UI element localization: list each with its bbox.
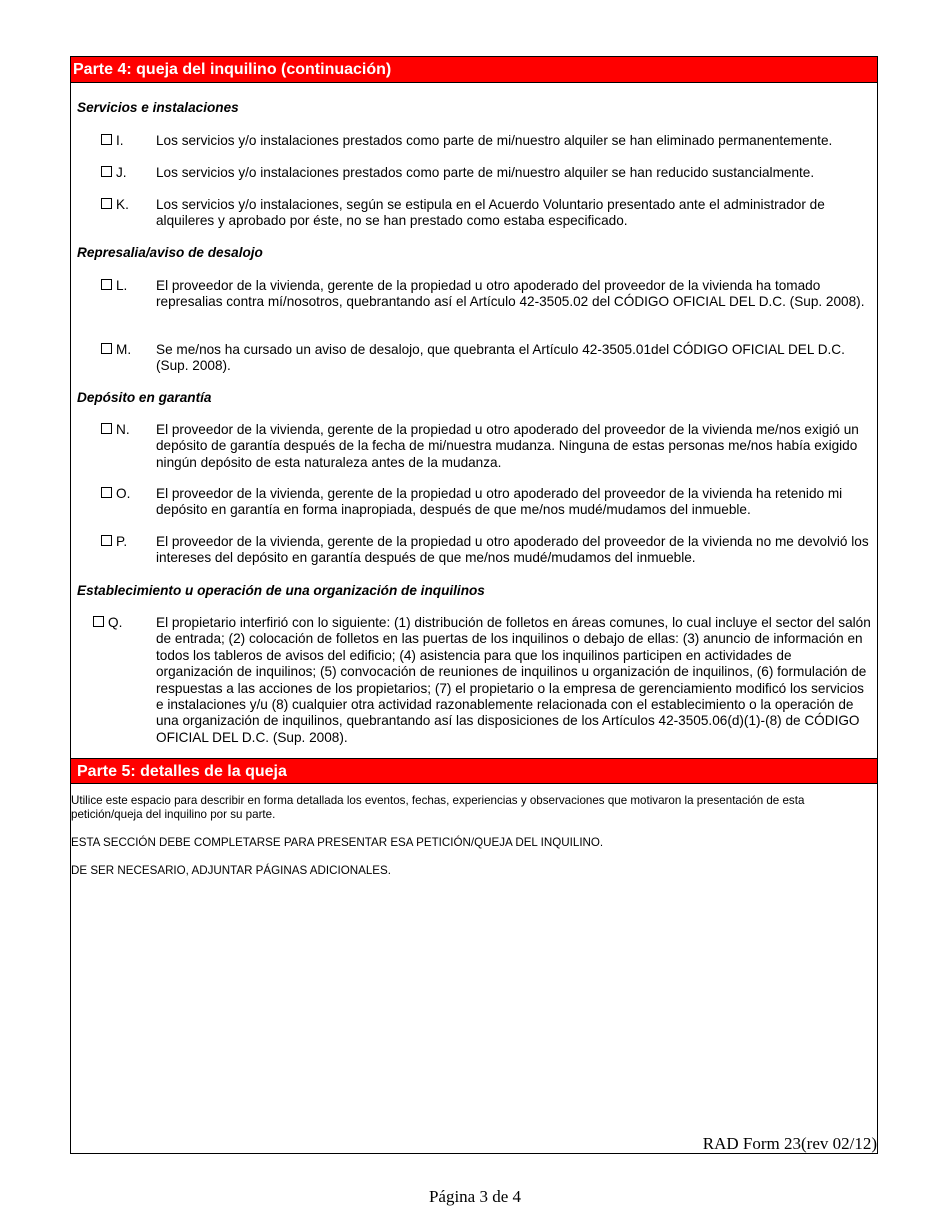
item-text: El propietario interfirió con lo siguiente: (1) distribución de folletos en áreas comunes, lo cual incluye el sector del salón de entrada; (2) colocación de folletos en las puertas de los inquilinos o debajo de ellas: (3) anuncio de información en todos los tableros de avisos del edificio; (4) asistencia para que los inquilinos participen en actividades de organización de inquilinos; (5) convocación de reuniones de inquilinos u organización de inquilinos, (6) formulación de respuestas a las acciones de los propietarios; (7) el propietario o la empresa de gerenciamiento modificó los servicios e instalaciones y/u (8) cualquier otra actividad razonablemente relacionada con el establecimiento o la operación de una organización de inquilinos, quebrantando así las disposiciones de los Artículos 42-3505.06(d)(1)-(8) de CÓDIGO OFICIAL DEL D.C. (Sup. 2008). — [156, 615, 871, 745]
section-heading-organizacion: Establecimiento u operación de una organización de inquilinos — [77, 583, 485, 598]
item-label: K. — [116, 197, 129, 212]
checkbox-item-l[interactable] — [101, 278, 871, 311]
part4-header: Parte 4: queja del inquilino (continuación) — [71, 57, 877, 83]
page-number: Página 3 de 4 — [428, 1187, 522, 1206]
checkbox-item-p[interactable] — [101, 534, 871, 567]
checkbox-item-i[interactable] — [101, 133, 871, 149]
checkbox-icon[interactable] — [101, 279, 112, 290]
checkbox-icon[interactable] — [101, 134, 112, 145]
part5-required-note: ESTA SECCIÓN DEBE COMPLETARSE PARA PRESENTAR ESA PETICIÓN/QUEJA DEL INQUILINO. — [71, 836, 604, 849]
section-heading-servicios: Servicios e instalaciones — [77, 100, 239, 115]
item-label: L. — [116, 278, 128, 293]
item-text: El proveedor de la vivienda, gerente de la propiedad u otro apoderado del proveedor de la vivienda me/nos exigió un depósito de garantía después de la fecha de mi/nuestra mudanza. Ninguna de estas personas me/nos había exigido ningún depósito de esta naturaleza antes de la mudanza. — [156, 422, 859, 470]
section-heading-represalia: Represalia/aviso de desalojo — [77, 245, 263, 260]
part5-attach-note: DE SER NECESARIO, ADJUNTAR PÁGINAS ADICIONALES. — [71, 864, 391, 877]
item-label: P. — [116, 534, 128, 549]
form-id: RAD Form 23(rev 02/12) — [702, 1134, 877, 1153]
item-label: J. — [116, 165, 127, 180]
item-text: El proveedor de la vivienda, gerente de la propiedad u otro apoderado del proveedor de la vivienda ha tomado represalias contra mí/nosotros, quebrantando así el Artículo 42-3505.02 del CÓDIGO OFICIAL DEL D.C. (Sup. 2008). — [156, 278, 865, 310]
item-label: Q. — [108, 615, 123, 630]
checkbox-item-n[interactable] — [101, 422, 871, 471]
item-text: El proveedor de la vivienda, gerente de la propiedad u otro apoderado del proveedor de la vivienda no me devolvió los intereses del depósito en garantía después de que me/nos mudé/mudamos del inmueble. — [156, 534, 869, 566]
part5-header: Parte 5: detalles de la queja — [71, 758, 877, 784]
item-label: N. — [116, 422, 130, 437]
checkbox-item-q[interactable] — [93, 615, 871, 746]
form-frame — [70, 56, 878, 1154]
checkbox-icon[interactable] — [101, 166, 112, 177]
item-label: M. — [116, 342, 132, 357]
checkbox-icon[interactable] — [101, 487, 112, 498]
checkbox-icon[interactable] — [93, 616, 104, 627]
checkbox-item-m[interactable] — [101, 342, 871, 375]
checkbox-icon[interactable] — [101, 535, 112, 546]
checkbox-item-o[interactable] — [101, 486, 871, 519]
item-text: El proveedor de la vivienda, gerente de la propiedad u otro apoderado del proveedor de la vivienda ha retenido mi depósito en garantía en forma inapropiada, después de que me/nos mudé/mudamos del inmueble. — [156, 486, 843, 518]
item-text: Los servicios y/o instalaciones prestados como parte de mi/nuestro alquiler se han eliminado permanentemente. — [156, 133, 833, 148]
part5-instructions: Utilice este espacio para describir en forma detallada los eventos, fechas, experiencias y observaciones que motivaron la presentación de esta petición/queja del inquilino por su parte. — [71, 794, 805, 821]
checkbox-icon[interactable] — [101, 198, 112, 209]
item-text: Se me/nos ha cursado un aviso de desalojo, que quebranta el Artículo 42-3505.01del CÓDIGO OFICIAL DEL D.C. (Sup. 2008). — [156, 342, 845, 374]
item-label: I. — [116, 133, 124, 148]
item-text: Los servicios y/o instalaciones prestados como parte de mi/nuestro alquiler se han reducido sustancialmente. — [156, 165, 815, 180]
checkbox-item-k[interactable] — [101, 197, 871, 230]
checkbox-icon[interactable] — [101, 343, 112, 354]
item-text: Los servicios y/o instalaciones, según se estipula en el Acuerdo Voluntario presentado ante el administrador de alquileres y aprobado por éste, no se han prestado como estaba especificado. — [156, 197, 825, 229]
item-label: O. — [116, 486, 131, 501]
checkbox-icon[interactable] — [101, 423, 112, 434]
section-heading-deposito: Depósito en garantía — [77, 390, 212, 405]
checkbox-item-j[interactable] — [101, 165, 871, 181]
